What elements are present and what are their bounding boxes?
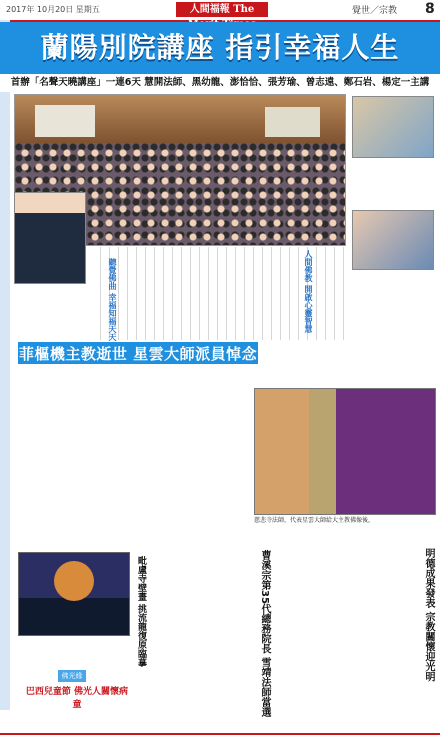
section-tag: 佛光緣	[58, 670, 86, 682]
left-margin-column	[0, 20, 10, 710]
story3-art-title: 毗盧寺壁畫 挑流龍復原臨摹	[136, 556, 146, 668]
lead-subhead: 首辦「名聲天曉講座」一連6天 慧開法師、黑幼龍、澎恰恰、張芳瑜、曾志遠、鄭石岩、楊定一主講	[0, 74, 440, 92]
speaker-photo	[14, 192, 86, 284]
page-number: 8	[425, 1, 435, 17]
side-title-2: 聽覺佛曲 幸福知福天天	[108, 258, 117, 341]
side-title-1: 人間佛教 開啟心靈智慧	[304, 250, 313, 333]
story3-bottom-headline: 巴西兒童節 佛光人關懷病童	[25, 687, 129, 710]
projection-screen-left	[35, 105, 95, 137]
inset-photo-bottom	[352, 210, 434, 270]
mural-photo	[18, 552, 130, 636]
mural-figure	[54, 561, 94, 601]
projection-screen-right	[265, 107, 320, 137]
lead-headline: 蘭陽別院講座 指引幸福人生	[40, 31, 400, 64]
section-name: 覺世／宗教	[352, 6, 398, 16]
newspaper-logo: 人間福報 The	[176, 2, 268, 17]
cardinal-memorial-photo	[254, 388, 436, 515]
story2-caption: 慈悲寺法師，代表星雲大師給大主教佛像後，	[254, 517, 375, 524]
issue-date: 2017年 10月20日 星期五	[6, 5, 100, 14]
story-ming-headline: 明德成果發表 宗教關懷迎光明	[423, 548, 434, 682]
story-zeng-headline: 曹溪宗第35代總務院長 雪靖法師當選	[259, 550, 270, 718]
story2-headline: 菲樞機主教逝世 星雲大師派員悼念	[18, 345, 258, 363]
inset-photo-top	[352, 96, 434, 158]
